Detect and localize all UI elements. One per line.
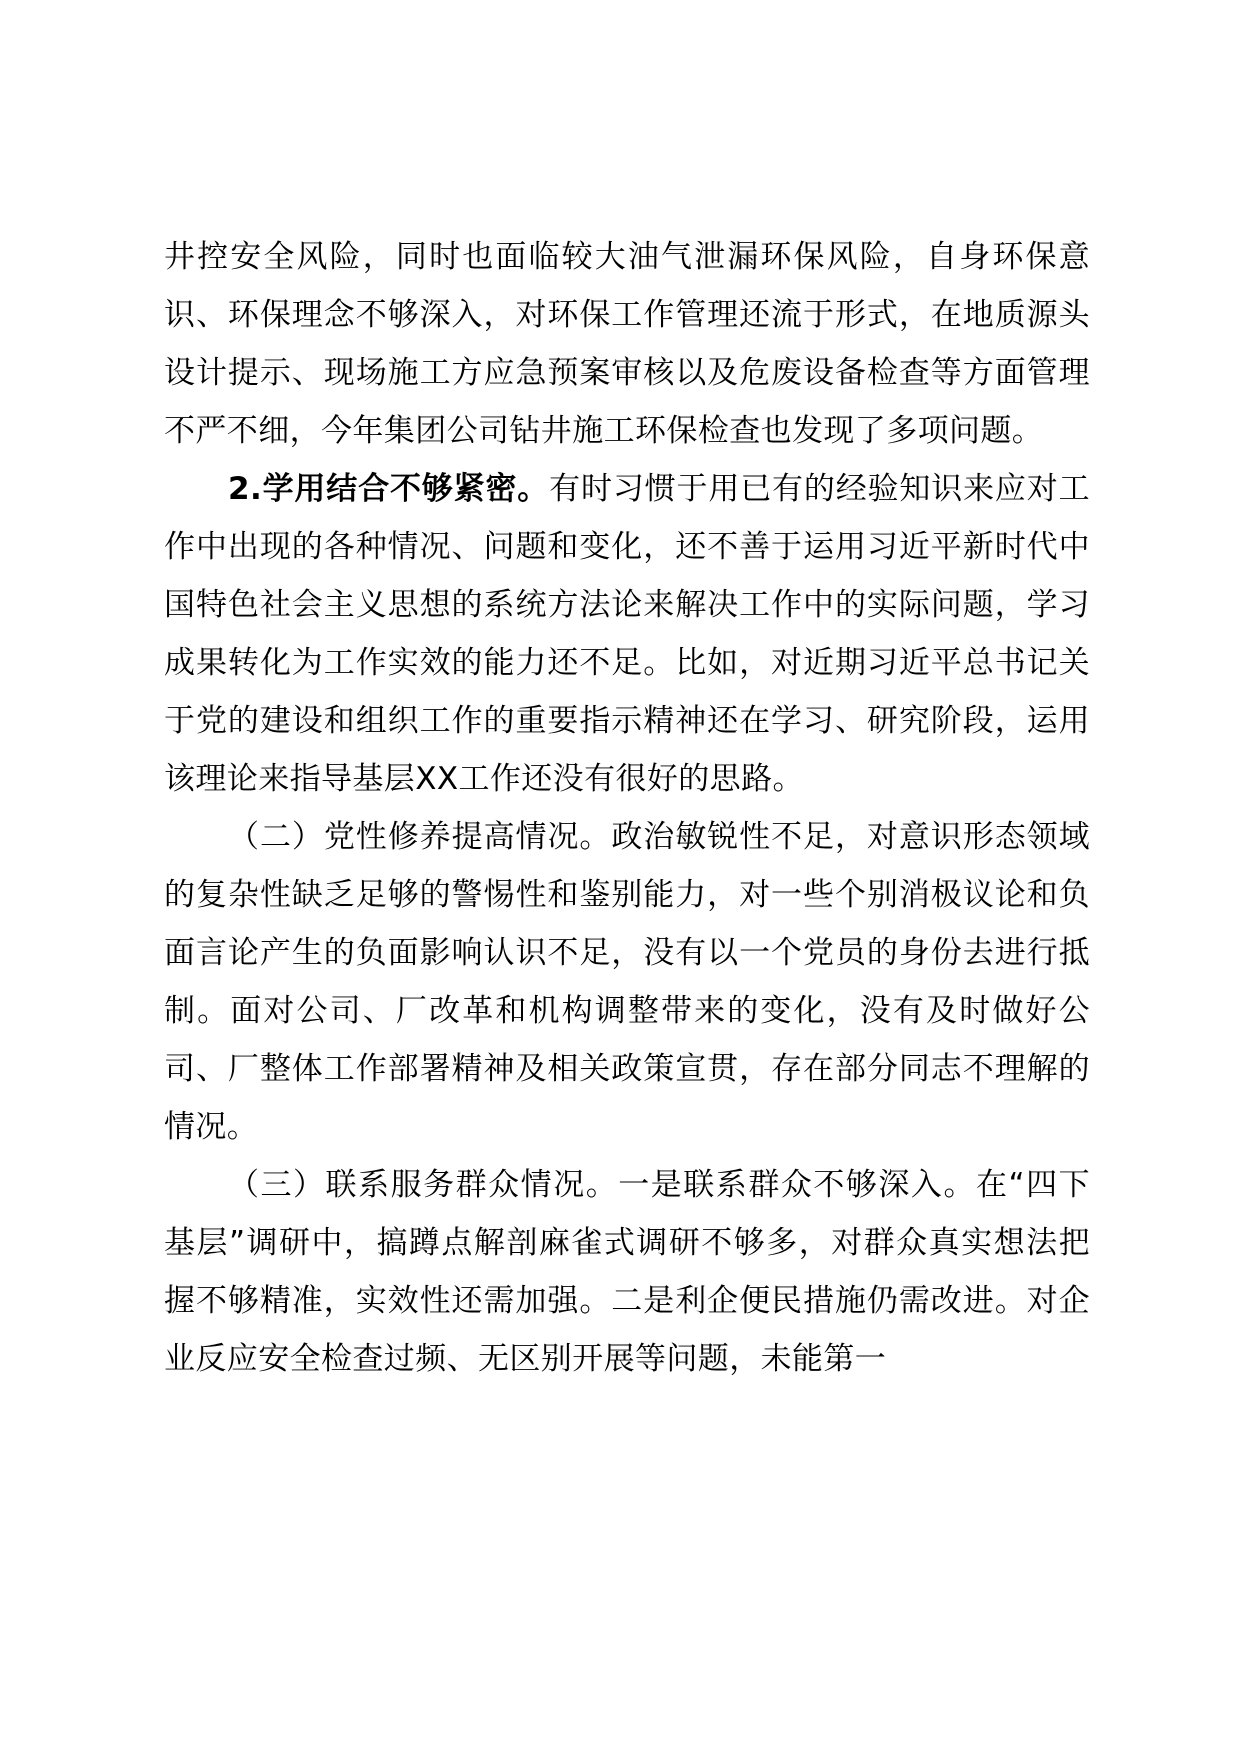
- paragraph-serving-masses: [164, 1156, 1090, 1388]
- paragraph-text: 井控安全风险，同时也面临较大油气泄漏环保风险，自身环保意识、环保理念不够深入，对环保工作管理还流于形式，在地质源头设计提示、现场施工方应急预案审核以及危废设备检查等方面管理不严不细，今年集团公司钻井施工环保检查也发现了多项问题。: [164, 239, 1090, 449]
- paragraph-text: （二）党性修养提高情况。政治敏锐性不足，对意识形态领域的复杂性缺乏足够的警惕性和鉴别能力，对一些个别消极议论和负面言论产生的负面影响认识不足，没有以一个党员的身份去进行抵制。面对公司、厂改革和机构调整带来的变化，没有及时做好公司、厂整体工作部署精神及相关政策宣贯，存在部分同志不理解的情况。: [164, 819, 1090, 1145]
- paragraph-study-application: [164, 460, 1090, 808]
- paragraph-party-spirit: [164, 808, 1090, 1156]
- paragraph-continuation: [164, 228, 1090, 460]
- paragraph-text: （三）联系服务群众情况。一是联系群众不够深入。在“四下基层”调研中，搞蹲点解剖麻雀式调研不够多，对群众真实想法把握不够精准，实效性还需加强。二是利企便民措施仍需改进。对企业反应安全检查过频、无区别开展等问题，未能第一: [164, 1167, 1090, 1377]
- paragraph-heading: 2.学用结合不够紧密。: [228, 471, 550, 507]
- document-body: [164, 228, 1090, 1388]
- paragraph-text: 有时习惯于用已有的经验知识来应对工作中出现的各种情况、问题和变化，还不善于运用习近平新时代中国特色社会主义思想的系统方法论来解决工作中的实际问题，学习成果转化为工作实效的能力还不足。比如，对近期习近平总书记关于党的建设和组织工作的重要指示精神还在学习、研究阶段，运用该理论来指导基层XX工作还没有很好的思路。: [164, 471, 1090, 797]
